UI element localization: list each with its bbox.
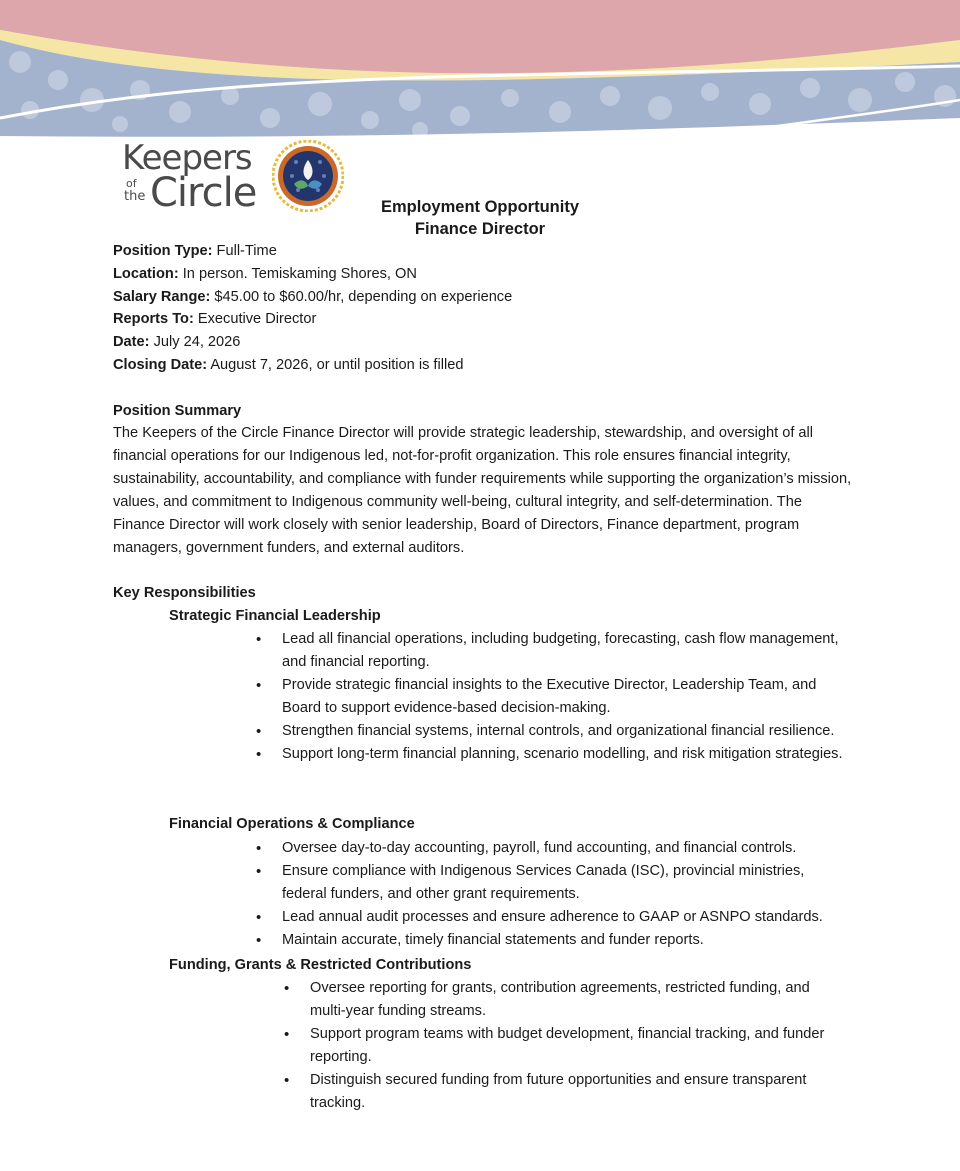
detail-location: Location: In person. Temiskaming Shores, ON <box>113 265 417 282</box>
header-banner <box>0 0 960 140</box>
section-heading-funding: Funding, Grants & Restricted Contributions <box>169 957 472 973</box>
logo-word-of: of <box>126 177 137 190</box>
list-item: • Lead annual audit processes and ensure adherence to GAAP or ASNPO standards. <box>256 906 846 929</box>
detail-reports-to: Reports To: Executive Director <box>113 311 317 328</box>
list-item: • Oversee reporting for grants, contribution agreements, restricted funding, and multi-year funding streams. <box>284 977 844 1023</box>
responsibilities-heading: Key Responsibilities <box>113 585 256 601</box>
logo-word-the: the <box>124 189 146 204</box>
list-item: • Support program teams with budget development, financial tracking, and funder reporting. <box>284 1023 844 1069</box>
job-title: Finance Director <box>414 220 546 238</box>
funding-list <box>284 977 844 1115</box>
logo-word-keepers: Keepers <box>122 138 252 178</box>
list-item: • Maintain accurate, timely financial statements and funder reports. <box>256 929 846 952</box>
list-item: • Distinguish secured funding from future opportunities and ensure transparent tracking. <box>284 1069 844 1115</box>
detail-date: Date: July 24, 2026 <box>113 334 241 351</box>
position-details <box>113 240 853 377</box>
list-item: • Provide strategic financial insights to the Executive Director, Leadership Team, and Board to support evidence-based decision-making. <box>256 674 846 720</box>
summary-heading: Position Summary <box>113 403 242 419</box>
list-item: • Oversee day-to-day accounting, payroll, fund accounting, and financial controls. <box>256 837 846 860</box>
logo-word-circle: Circle <box>150 170 257 216</box>
strategic-list <box>256 628 846 766</box>
list-item: • Strengthen financial systems, internal controls, and organizational financial resilience. <box>256 720 846 743</box>
operations-list <box>256 837 846 952</box>
list-item: • Lead all financial operations, including budgeting, forecasting, cash flow management, and financial reporting. <box>256 628 846 674</box>
section-heading-operations: Financial Operations & Compliance <box>169 816 415 832</box>
section-heading-strategic: Strategic Financial Leadership <box>169 608 381 624</box>
list-item: • Ensure compliance with Indigenous Services Canada (ISC), provincial ministries, federal funders, and other grant requirements. <box>256 860 846 906</box>
detail-closing-date: Closing Date: August 7, 2026, or until position is filled <box>113 356 464 373</box>
detail-position-type: Position Type: Full-Time <box>113 243 277 259</box>
page-title: Employment Opportunity <box>381 198 579 216</box>
detail-salary-range: Salary Range: $45.00 to $60.00/hr, depending on experience <box>113 288 513 305</box>
list-item: • Support long-term financial planning, scenario modelling, and risk mitigation strategies. <box>256 743 846 766</box>
summary-paragraph: The Keepers of the Circle Finance Director will provide strategic leadership, stewardship, and oversight of all financial operations for our Indigenous led, not-for-profit organization. This role ensures financial integrity, sustainability, accountability, and compliance with funder requirements while supporting the organization’s mission, values, and commitment to Indigenous community well-being, cultural integrity, and self-determination. The Finance Director will work closely with senior leadership, Board of Directors, Finance department, program managers, government funders, and external auditors. <box>113 425 852 556</box>
